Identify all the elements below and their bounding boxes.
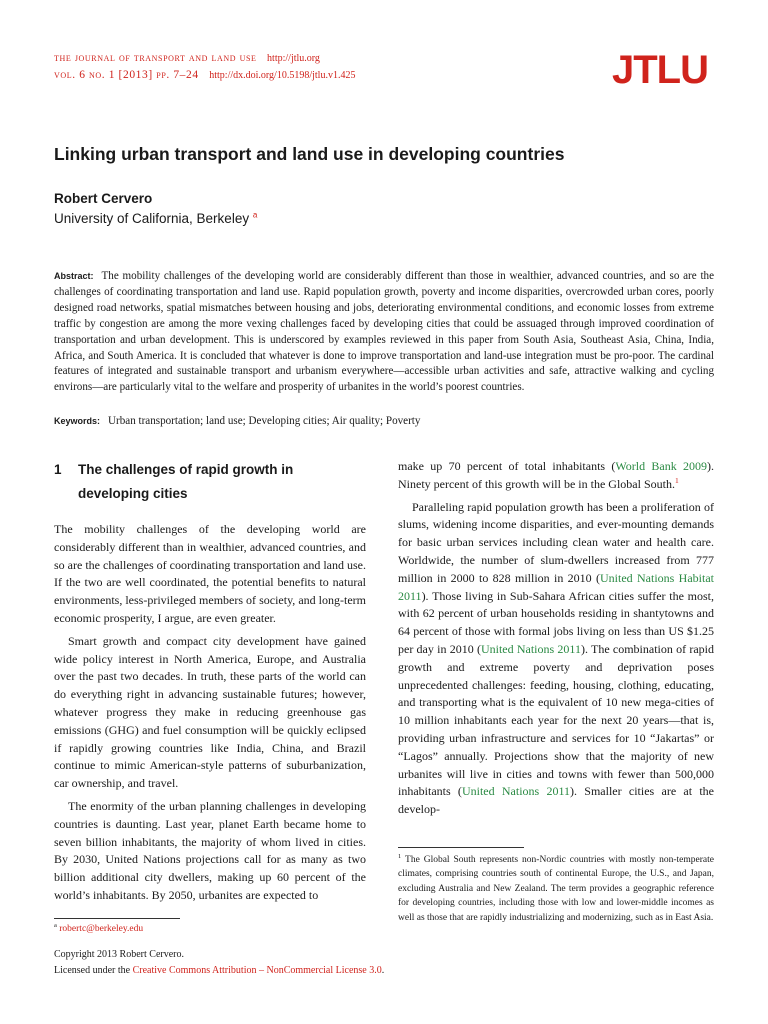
citation-link[interactable]: United Nations 2011 [461,784,571,799]
journal-name: the journal of transport and land use [54,52,257,64]
text-run: ). The combination of rapid growth and extreme poverty and deprivation poses unprecedented challenges: feeding, housing, clothing, educating, and transporting what is the equivalent of 10 new mega-cities of 10 million inhabitants each year for the next 20 years—that is, providing urban infrastructure and services for 10 “Jakartas” or “Lagos” annually. Projections show that the majority of new urbanites will live in cities and towns with fewer than 500,000 inhabitants ( [398,641,715,799]
paragraph: Smart growth and compact city development have gained wide policy interest in North America, Europe, and Australia over the past two decades. In truth, these parts of the world can do everything right in advancing sustainable futures; however, whatever progress they make in reducing greenhouse gas emissions (GHG) and fuel consumption will be quickly eclipsed if rapidly growing countries like India, China, and Brazil continue to mimic American-style patterns of suburbanization, car ownership, and travel. [54,633,366,791]
text-run: Paralleling rapid population growth has been a proliferation of slums, widening income disparities, and ever-mounting demands for basic urban services including clean water and health care. Worldwide, the number of slum-dwellers increased from 777 million in 2000 to 828 million in 2010 ( [398,499,714,585]
keywords-label: Keywords: [54,416,101,426]
text-run: make up 70 percent of total inhabitants ( [398,459,616,473]
jtlu-logo: JTLU [612,48,708,92]
author-email-note [54,921,354,934]
copyright-line: Copyright 2013 Robert Cervero. [54,949,184,960]
paragraph [398,499,714,819]
left-column [54,458,366,905]
section-number: 1 [54,462,62,477]
abstract [54,269,714,396]
footnote [398,853,714,925]
email-mark: a [54,921,57,929]
copyright-notice [54,947,384,978]
paragraph: The enormity of the urban planning challenges in developing countries is daunting. Last year, planet Earth became home to seven billion inhabitants, the majority of whom lived in cities. By 2030, United Nations projections call for as many as two billion additional city dwellers, making up 60 percent of the world’s inhabitants. By 2050, urbanites are expected to [54,798,366,902]
footnote-rule [54,918,180,919]
footnote-rule [398,847,524,848]
abstract-text: The mobility challenges of the developing world are considerably different than those in wealthier, advanced countries, and so are the challenges of coordinating transportation and land use. Rapid population growth, poverty and income disparities, overcrowded urban cores, poorly designed road networks, spatial mismatches between housing and jobs, deteriorating environmental conditions, and economic losses from extreme traffic by congestion are among the more vexing challenges faced by developing cities that could be assuaged through improved coordination of transportation and urban development. This is underscored by examples reviewed in this paper from South Asia, Southeast Asia, China, India, Africa, and South America. It is concluded that whatever is done to improve transportation and land-use integration must be pro-poor. The cardinal features of integrated and sustainable transport and urbanism everywhere—accessible urban activities and safe, attractive walking and cycling environs—are particularly vital to the welfare and prosperity of urbanites in the world’s poorest countries. [54,270,714,394]
license-prefix: Licensed under the [54,964,133,976]
affiliation-mark[interactable]: a [252,210,258,220]
license-link[interactable]: Creative Commons Attribution – NonCommercial License 3.0 [132,964,382,976]
affiliation-text: University of California, Berkeley [54,211,250,226]
text-run: ). Smaller cities are at the develop- [398,784,715,817]
journal-header [54,50,554,84]
right-column [398,458,714,819]
text-run: ). Ninety percent of this growth will be in the Global South. [398,459,714,491]
journal-url[interactable]: http://jtlu.org [267,53,320,64]
doi-link[interactable]: http://dx.doi.org/10.5198/jtlu.v1.425 [209,70,356,81]
footnote-number: 1 [398,852,402,860]
author-affiliation [54,211,257,226]
paragraph [398,458,714,494]
license-line [54,963,384,979]
text-run: ). Those living in Sub-Sahara African cities suffer the most, with 62 percent of urban households residing in shantytowns and 64 percent of those with formal jobs living on less than US $1.25 per day in 2010 ( [398,588,714,656]
keywords-text: Urban transportation; land use; Developing cities; Air quality; Poverty [108,415,421,427]
paper-title: Linking urban transport and land use in developing countries [54,144,565,164]
volume-info: vol. 6 no. 1 [2013] pp. 7–24 [54,69,199,81]
footnote-text: The Global South represents non-Nordic countries with mostly non-temperate climates, comprising countries south of continental Europe, the U.S., and Japan, excluding Australia and New Zealand. The term provides a geographic reference for developing countries, including those with low and lower-middle incomes as well as those that are rapidly industrializing and modernizing, such as in East Asia. [398,855,714,923]
citation-link[interactable]: United Nations Habitat 2011 [398,570,714,603]
author-name: Robert Cervero [54,191,153,206]
author-email[interactable]: robertc@berkeley.edu [59,924,144,934]
license-suffix: . [381,964,385,976]
paragraph: The mobility challenges of the developing world are considerably different than in wealthier, advanced countries, and so are the challenges of coordinating transportation and land use. If the two are well coordinated, the potential benefits to natural environments, less-privileged members of society, and long-term economic prosperity, I argue, are even greater. [54,522,366,625]
citation-link[interactable]: United Nations 2011 [480,641,581,656]
section-title: The challenges of rapid growth in developing cities [78,462,294,501]
keywords [54,415,714,427]
abstract-label: Abstract: [54,271,94,281]
section-heading [54,458,366,506]
citation-link[interactable]: World Bank 2009 [615,459,707,473]
footnote-mark[interactable]: 1 [674,475,679,485]
